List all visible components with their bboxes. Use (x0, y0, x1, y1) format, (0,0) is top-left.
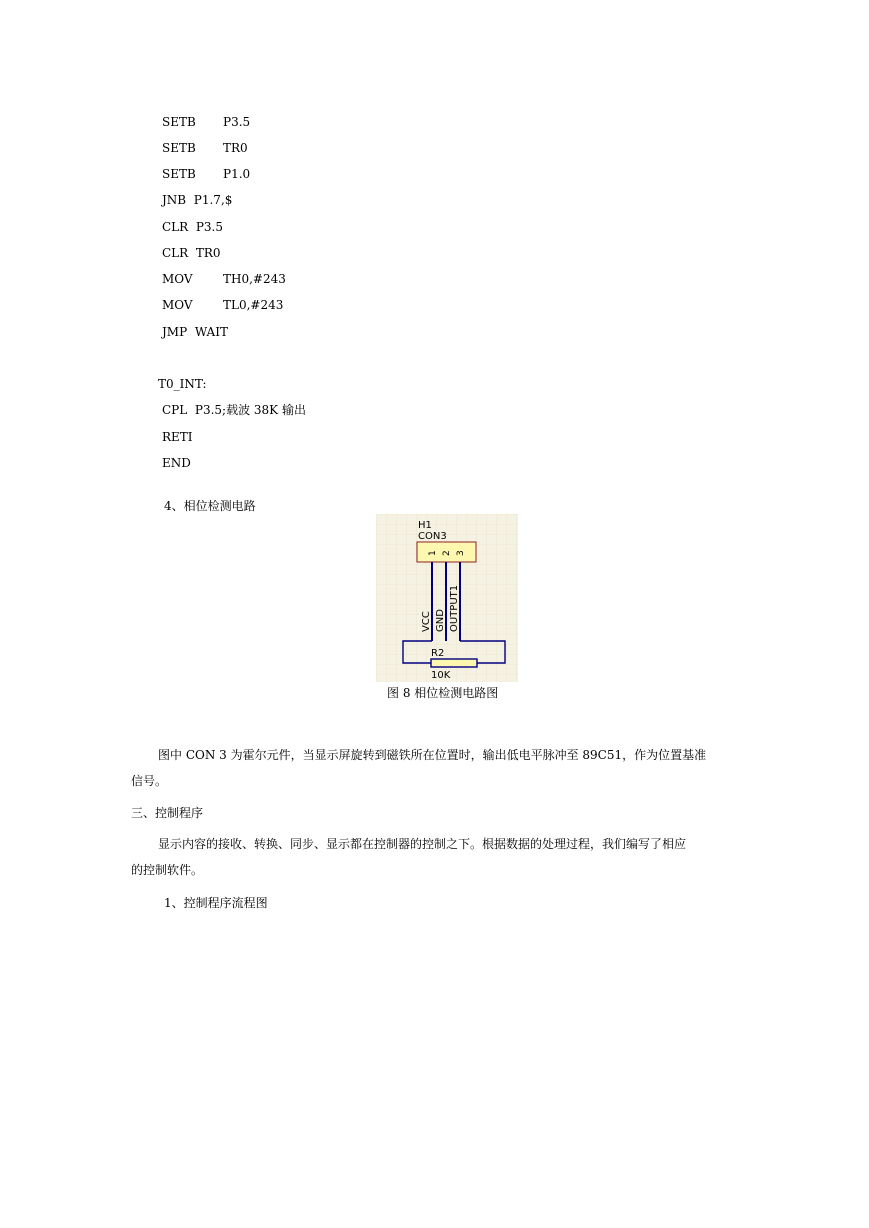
code-label: T0_INT: (158, 377, 207, 391)
connector-part: CON3 (418, 531, 447, 542)
code-arg: P1.0 (223, 167, 251, 181)
code-op: MOV (162, 272, 193, 286)
code-line (162, 245, 221, 261)
code-arg: P3.5 (195, 220, 223, 234)
paragraph-line: 显示内容的接收、转换、同步、显示都在控制器的控制之下。根据数据的处理过程，我们编写了相应 (158, 837, 687, 851)
pin-number: 3 (456, 550, 466, 556)
code-arg: P3.5 (223, 115, 251, 129)
connector-ref: H1 (418, 520, 432, 531)
net-label: VCC (421, 611, 432, 632)
code-op: END (162, 456, 191, 470)
code-arg: WAIT (194, 325, 228, 339)
code-line (162, 297, 283, 313)
code-op: MOV (162, 298, 193, 312)
code-op: SETB (162, 167, 196, 181)
pin-number: 2 (442, 550, 452, 556)
circuit-diagram (376, 514, 518, 682)
paragraph-line: 的控制软件。 (131, 863, 204, 877)
code-arg: P3.5;载波 38K 输出 (194, 403, 306, 417)
code-arg: P1.7,$ (193, 193, 233, 207)
code-op: JNB (162, 193, 187, 207)
section-heading: 三、控制程序 (131, 806, 204, 820)
code-op: RETI (162, 430, 193, 444)
code-line (162, 402, 306, 418)
code-line (162, 114, 250, 130)
code-line (162, 140, 248, 156)
subheading: 1、控制程序流程图 (164, 896, 268, 910)
net-label: GND (435, 609, 446, 632)
code-op: JMP (162, 325, 188, 339)
code-op: CPL (162, 403, 188, 417)
code-line (162, 271, 286, 287)
net-label: OUTPUT1 (449, 584, 460, 632)
code-op: SETB (162, 115, 196, 129)
pin-number: 1 (428, 550, 438, 556)
code-line (162, 324, 228, 340)
code-arg: TL0,#243 (223, 298, 284, 312)
figure-caption: 图 8 相位检测电路图 (387, 686, 499, 700)
body-paragraph (131, 742, 739, 794)
paragraph-line: 图中 CON 3 为霍尔元件，当显示屏旋转到磁铁所在位置时，输出低电平脉冲至 89C51，作为位置基准 (158, 748, 707, 762)
code-arg: TR0 (195, 246, 221, 260)
paragraph-line: 信号。 (131, 774, 168, 788)
resistor-ref: R2 (431, 648, 445, 659)
code-line (162, 192, 232, 208)
resistor-value: 10K (431, 670, 451, 681)
code-arg: TR0 (223, 141, 248, 155)
code-op: SETB (162, 141, 196, 155)
section-heading: 4、相位检测电路 (164, 499, 256, 513)
code-line (162, 166, 250, 182)
code-line (162, 429, 193, 445)
resistor-symbol (431, 659, 477, 667)
code-line (162, 455, 191, 471)
code-op: CLR (162, 246, 189, 260)
code-arg: TH0,#243 (223, 272, 286, 286)
code-op: CLR (162, 220, 189, 234)
body-paragraph (131, 831, 739, 883)
code-line (162, 219, 223, 235)
